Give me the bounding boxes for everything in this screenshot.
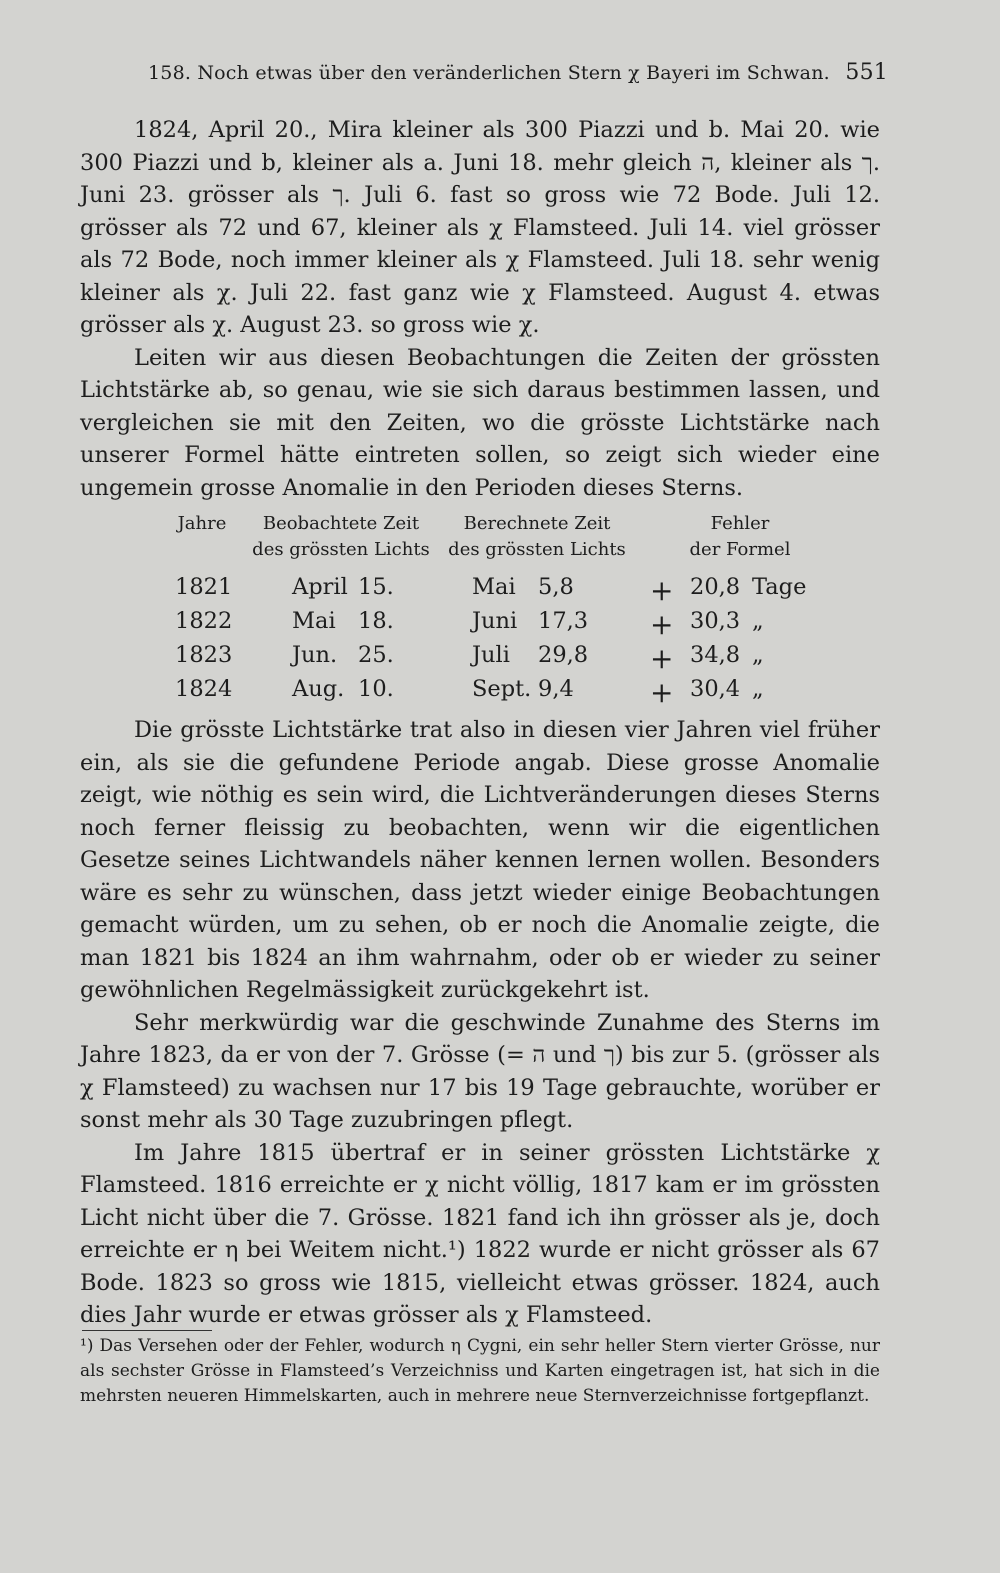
table-header — [80, 512, 880, 572]
header-title: 158. Noch etwas über den veränderlichen Stern χ Bayeri im Schwan. — [148, 62, 830, 84]
row-observed-day: 15. — [358, 574, 394, 600]
header-computed-2: des grössten Lichts — [448, 539, 626, 560]
row-error-sign: + — [650, 676, 674, 709]
row-year: 1823 — [175, 642, 233, 668]
row-observed-month: Jun. — [292, 642, 338, 668]
table-row — [80, 642, 880, 676]
row-year: 1824 — [175, 676, 233, 702]
footnote-text: ¹) Das Versehen oder der Fehler, wodurch η Cygni, ein sehr heller Stern vierter Grösse, nur als sechster Grösse in Flamsteed’s Verzeichniss und Karten eingetragen ist, hat sich in die mehrsten neueren Himmelskarten, auch in mehrere neue Sternverzeichnisse fortgepflanzt. — [80, 1336, 880, 1406]
paragraph-anomaly: Die grösste Lichtstärke trat also in diesen vier Jahren viel früher ein, als sie die gefundene Periode angab. Diese grosse Anomalie zeigt, wie nöthig es sein wird, die Lichtveränderungen dieses Sterns noch ferner fleissig zu beobachten, wenn wir die eigentlichen Gesetze seines Lichtwandels näher kennen lernen wollen. Besonders wäre es sehr zu wünschen, dass jetzt wieder einige Beobachtungen gemacht würden, um zu sehen, ob er noch die Anomalie zeigte, die man 1821 bis 1824 an ihm wahrnahm, oder ob er wieder zu seiner gewöhnlichen Regelmässigkeit zurückgekehrt ist. — [80, 717, 880, 1003]
row-observed-day: 10. — [358, 676, 394, 702]
row-error-unit: Tage — [752, 574, 807, 600]
row-observed-month: April — [292, 574, 348, 600]
row-error-sign: + — [650, 574, 674, 607]
row-observed-day: 18. — [358, 608, 394, 634]
header-observed-2: des grössten Lichts — [252, 539, 430, 560]
header-error-1: Fehler — [710, 513, 770, 534]
row-computed-day: 17,3 — [538, 608, 589, 634]
row-computed-month: Mai — [472, 574, 516, 600]
row-error-unit: „ — [752, 642, 764, 668]
table-row — [80, 574, 880, 608]
header-computed-1: Berechnete Zeit — [463, 513, 611, 534]
footnote — [80, 1334, 880, 1409]
row-error-value: 30,4 — [690, 676, 741, 702]
row-year: 1822 — [175, 608, 233, 634]
paragraph-increase: Sehr merkwürdig war die geschwinde Zunahme des Sterns im Jahre 1823, da er von der 7. Grösse (= ה und ך) bis zur 5. (grösser als χ Flamsteed) zu wachsen nur 17 bis 19 Tage gebrauchte, worüber er sonst mehr als 30 Tage zuzubringen pflegt. — [80, 1009, 880, 1133]
row-error-unit: „ — [752, 608, 764, 634]
maxima-table — [80, 512, 880, 708]
row-observed-month: Mai — [292, 608, 336, 634]
row-error-sign: + — [650, 642, 674, 675]
running-header — [148, 62, 888, 84]
text-block-upper — [80, 114, 880, 504]
header-error-2: der Formel — [689, 539, 791, 560]
header-year: Jahre — [177, 513, 227, 534]
row-computed-month: Sept. — [472, 676, 532, 702]
paragraph-observations: 1824, April 20., Mira kleiner als 300 Piazzi und b. Mai 20. wie 300 Piazzi und b, kleiner als a. Juni 18. mehr gleich ה, kleiner als ך. Juni 23. grösser als ך. Juli 6. fast so gross wie 72 Bode. Juli 12. grösser als 72 und 67, kleiner als χ Flamsteed. Juli 14. viel grösser als 72 Bode, noch immer kleiner als χ Flamsteed. Juli 18. sehr wenig kleiner als χ. Juli 22. fast ganz wie χ Flamsteed. August 4. etwas grösser als χ. August 23. so gross wie χ. — [80, 117, 880, 338]
header-observed-1: Beobachtete Zeit — [262, 513, 420, 534]
row-computed-day: 9,4 — [538, 676, 574, 702]
row-observed-day: 25. — [358, 642, 394, 668]
row-error-value: 30,3 — [690, 608, 741, 634]
row-observed-month: Aug. — [292, 676, 345, 702]
row-year: 1821 — [175, 574, 233, 600]
footnote-rule — [82, 1330, 212, 1331]
row-computed-day: 29,8 — [538, 642, 589, 668]
page-number: 551 — [845, 60, 888, 85]
row-computed-day: 5,8 — [538, 574, 574, 600]
paragraph-derivation: Leiten wir aus diesen Beobachtungen die Zeiten der grössten Lichtstärke ab, so genau, wie sie sich daraus bestimmen lassen, und vergleichen sie mit den Zeiten, wo die grösste Lichtstärke nach unserer Formel hätte eintreten sollen, so zeigt sich wieder eine ungemein grosse Anomalie in den Perioden dieses Sterns. — [80, 344, 880, 501]
table-row — [80, 676, 880, 710]
table-row — [80, 608, 880, 642]
row-error-value: 20,8 — [690, 574, 741, 600]
paragraph-history: Im Jahre 1815 übertraf er in seiner grössten Lichtstärke χ Flamsteed. 1816 erreichte er χ nicht völlig, 1817 kam er im grössten Licht nicht über die 7. Grösse. 1821 fand ich ihn grösser als je, doch erreichte er η bei Weitem nicht.¹) 1822 wurde er nicht grösser als 67 Bode. 1823 so gross wie 1815, vielleicht etwas grösser. 1824, auch dies Jahr wurde er etwas grösser als χ Flamsteed. — [80, 1139, 880, 1328]
row-computed-month: Juli — [472, 642, 510, 668]
row-computed-month: Juni — [472, 608, 518, 634]
row-error-value: 34,8 — [690, 642, 741, 668]
row-error-unit: „ — [752, 676, 764, 702]
table-body — [80, 574, 880, 710]
row-error-sign: + — [650, 608, 674, 641]
text-block-lower — [80, 714, 880, 1332]
